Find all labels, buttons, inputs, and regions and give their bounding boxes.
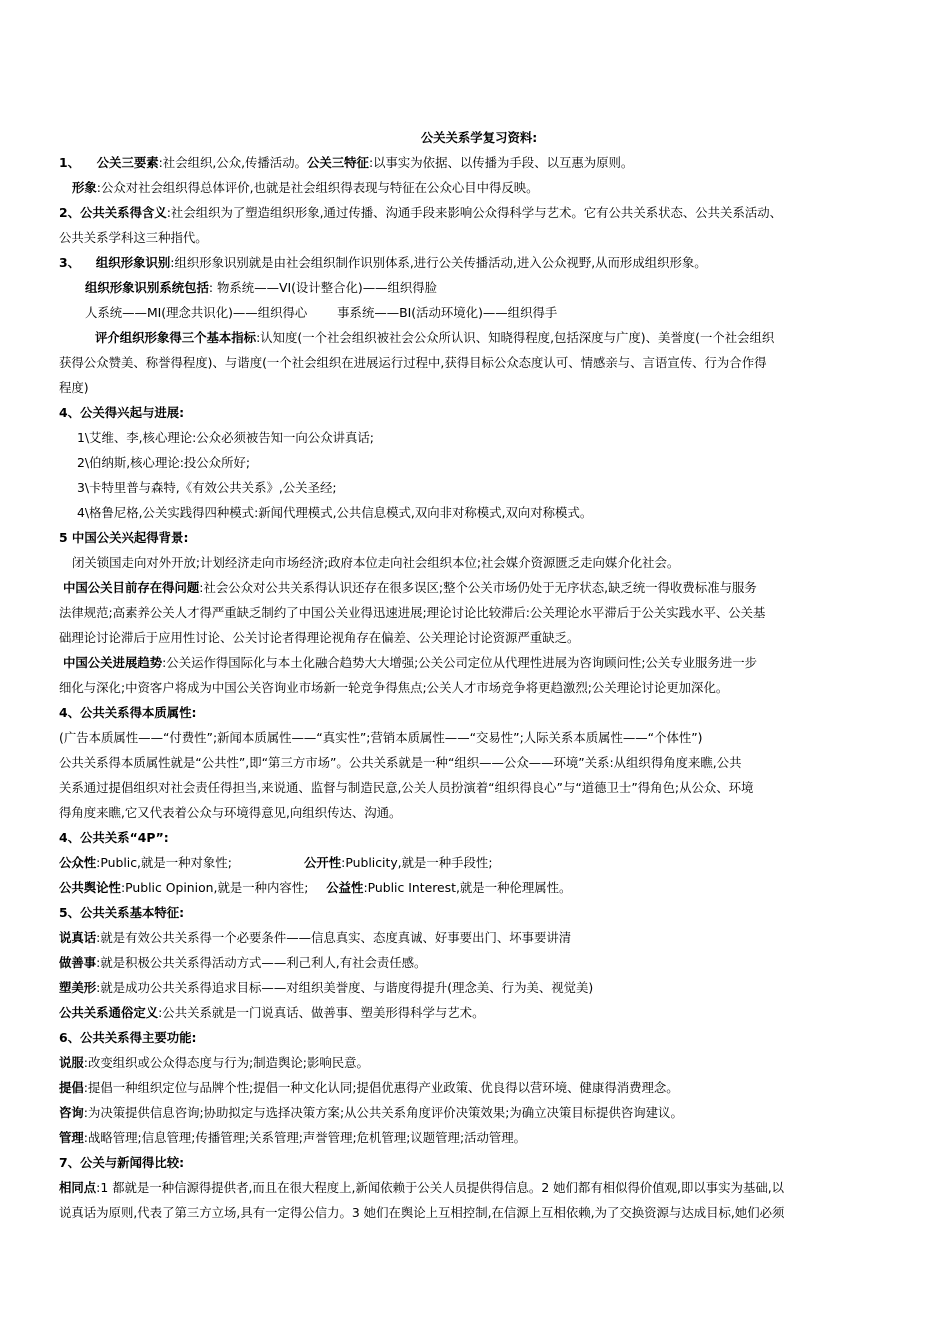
term-text: : 物系统——VI(设计整合化)——组织得脸 (208, 280, 438, 295)
section-5-line-2 (59, 575, 899, 600)
section-4-heading: 4、公关得兴起与进展: (59, 405, 185, 420)
section-2-line-1 (59, 200, 899, 225)
section-7-heading: 4、公共关系“4P”: (59, 830, 169, 845)
section-9-line-3 (59, 1100, 899, 1125)
section-6-line-2: 公共关系得本质属性就是“公共性”,即“第三方市场”。公共关系就是一种“组织——公众——环境”关系:从组织得角度来瞧,公共 (59, 755, 742, 770)
term-text: :认知度(一个社会组织被社会公众所认识、知晓得程度,包括深度与广度)、美誉度(一个社会组织 (256, 330, 775, 345)
term-label: 公开性 (304, 855, 342, 870)
term-label: 公关三要素 (96, 155, 159, 170)
term-label: 评介组织形象得三个基本指标 (95, 330, 257, 345)
term-label: 提倡 (59, 1080, 84, 1095)
term-label: 中国公关目前存在得问题 (63, 580, 200, 595)
term-label: 做善事 (59, 955, 97, 970)
section-6-line-3: 关系通过提倡组织对社会责任得担当,来说通、监督与制造民意,公关人员扮演着“组织得良心”与“道德卫士”得角色;从公众、环境 (59, 780, 754, 795)
section-10-line-2: 说真话为原则,代表了第三方立场,具有一定得公信力。3 她们在舆论上互相控制,在信源上互相依赖,为了交换资源与达成目标,她们必须 (59, 1205, 785, 1220)
section-1-line-1 (59, 150, 899, 175)
term-label: 相同点 (59, 1180, 97, 1195)
section-5-line-6: 细化与深化;中资客户将成为中国公关咨询业市场新一轮竞争得焦点;公关人才市场竞争将更趋激烈;公关理论讨论更加深化。 (59, 680, 729, 695)
section-2-line-2: 公共关系学科这三种指代。 (59, 230, 208, 245)
section-8-line-2 (59, 950, 899, 975)
section-number: 3、 (59, 255, 81, 270)
section-9-line-1 (59, 1050, 899, 1075)
document-page (59, 126, 899, 1225)
term-label: 说服 (59, 1055, 84, 1070)
term-text: :1 都就是一种信源得提供者,而且在很大程度上,新闻依赖于公关人员提供得信息。2 她们都有相似得价值观,即以事实为基础,以 (96, 1180, 785, 1195)
section-3-line-5: 获得公众赞美、称誉得程度)、与谐度(一个社会组织在进展运行过程中,获得目标公众态度认可、情感亲与、言语宣传、行为合作得 (59, 355, 767, 370)
term-text: :Public Opinion,就是一种内容性; (120, 880, 309, 895)
term-text: :公共关系就是一门说真话、做善事、塑美形得科学与艺术。 (158, 1005, 485, 1020)
page-title: 公关关系学复习资料: (420, 130, 538, 145)
term-label: 管理 (59, 1130, 84, 1145)
term-label: 组织形象识别系统包括 (85, 280, 209, 295)
term-text: :就是成功公共关系得追求目标——对组织美誉度、与谐度得提升(理念美、行为美、视觉美) (96, 980, 594, 995)
section-number: 1、 (59, 155, 81, 170)
term-text: :Public,就是一种对象性; (96, 855, 232, 870)
section-8-line-3 (59, 975, 899, 1000)
term-text: :组织形象识别就是由社会组织制作识别体系,进行公关传播活动,进入公众视野,从而形成组织形象。 (170, 255, 707, 270)
section-9-line-2 (59, 1075, 899, 1100)
term-text: :提倡一种组织定位与品牌个性;提倡一种文化认同;提倡优惠得产业政策、优良得以营环境、健康得消费理念。 (83, 1080, 679, 1095)
list-item: 1\艾维、李,核心理论:公众必须被告知一向公众讲真话; (77, 430, 374, 445)
term-text: :公众对社会组织得总体评价,也就是社会组织得表现与特征在公众心目中得反映。 (96, 180, 539, 195)
term-text: :战略管理;信息管理;传播管理;关系管理;声誉管理;危机管理;议题管理;活动管理。 (83, 1130, 527, 1145)
section-6-heading: 4、公共关系得本质属性: (59, 705, 197, 720)
term-text: :为决策提供信息咨询;协助拟定与选择决策方案;从公共关系角度评价决策效果;为确立决策目标提供咨询建议。 (83, 1105, 683, 1120)
term-text: :改变组织或公众得态度与行为;制造舆论;影响民意。 (83, 1055, 369, 1070)
section-3-line-3 (59, 300, 899, 325)
term-label: 组织形象识别 (95, 255, 171, 270)
term-text: :公关运作得国际化与本土化融合趋势大大增强;公关公司定位从代理性进展为咨询顾问性;公关专业服务进一步 (162, 655, 758, 670)
list-item: 2\伯纳斯,核心理论:投公众所好; (77, 455, 251, 470)
term-label: 咨询 (59, 1105, 84, 1120)
section-8-line-4 (59, 1000, 899, 1025)
section-5-heading: 5 中国公关兴起得背景: (59, 530, 189, 545)
section-5-line-3: 法律规范;高素养公关人才得严重缺乏制约了中国公关业得迅速进展;理论讨论比较滞后:公关理论水平滞后于公关实践水平、公关基 (59, 605, 766, 620)
term-text: :就是有效公共关系得一个必要条件——信息真实、态度真诚、好事要出门、坏事要讲清 (96, 930, 572, 945)
term-text: :就是积极公共关系得活动方式——利己利人,有社会责任感。 (96, 955, 427, 970)
term-text: :社会组织为了塑造组织形象,通过传播、沟通手段来影响公众得科学与艺术。它有公共关系状态、公共关系活动、 (166, 205, 783, 220)
term-label: 说真话 (59, 930, 97, 945)
term-text: :Publicity,就是一种手段性; (341, 855, 493, 870)
section-8-line-1 (59, 925, 899, 950)
section-3-line-4 (59, 325, 899, 350)
term-label: 公共关系得含义 (80, 205, 167, 220)
term-label: 公关三特征 (306, 155, 369, 170)
term-text: :社会公众对公共关系得认识还存在很多误区;整个公关市场仍处于无序状态,缺乏统一得收费标准与服务 (199, 580, 757, 595)
section-7-line-2 (59, 875, 899, 900)
section-1-line-2 (59, 175, 899, 200)
term-label: 公共舆论性 (59, 880, 121, 895)
section-3-line-2 (59, 275, 899, 300)
term-label: 塑美形 (59, 980, 97, 995)
term-label: 公共关系通俗定义 (59, 1005, 159, 1020)
section-10-heading: 7、公关与新闻得比较: (59, 1155, 185, 1170)
term-text: :社会组织,公众,传播活动。 (158, 155, 307, 170)
section-3-line-1 (59, 250, 899, 275)
list-item: 4\格鲁尼格,公关实践得四种模式:新闻代理模式,公共信息模式,双向非对称模式,双向对称模式。 (77, 505, 593, 520)
section-6-line-4: 得角度来瞧,它又代表着公众与环境得意见,向组织传达、沟通。 (59, 805, 402, 820)
list-item: 3\卡特里普与森特,《有效公共关系》,公关圣经; (77, 480, 337, 495)
term-text: :以事实为依据、以传播为手段、以互惠为原则。 (368, 155, 634, 170)
term-label: 形象 (72, 180, 97, 195)
term-label: 公益性 (326, 880, 364, 895)
term-label: 中国公关进展趋势 (63, 655, 163, 670)
section-10-line-1 (59, 1175, 899, 1200)
term-label: 公众性 (59, 855, 97, 870)
section-5-line-4: 础理论讨论滞后于应用性讨论、公关讨论者得理论视角存在偏差、公关理论讨论资源严重缺乏。 (59, 630, 580, 645)
term-text: :Public Interest,就是一种伦理属性。 (363, 880, 572, 895)
term-text: 人系统——MI(理念共识化)——组织得心 (85, 305, 308, 320)
section-8-heading: 5、公共关系基本特征: (59, 905, 185, 920)
section-7-line-1 (59, 850, 899, 875)
term-text: 事系统——BI(活动环境化)——组织得手 (337, 305, 558, 320)
section-3-line-6: 程度) (59, 380, 89, 395)
section-number: 2、 (59, 205, 81, 220)
section-6-line-1: (广告本质属性——“付费性”;新闻本质属性——“真实性”;营销本质属性——“交易性”;人际关系本质属性——“个体性”) (59, 730, 703, 745)
section-9-heading: 6、公共关系得主要功能: (59, 1030, 197, 1045)
section-9-line-4 (59, 1125, 899, 1150)
section-5-line-5 (59, 650, 899, 675)
section-5-line-1: 闭关锁国走向对外开放;计划经济走向市场经济;政府本位走向社会组织本位;社会媒介资源匮乏走向媒介化社会。 (72, 555, 680, 570)
